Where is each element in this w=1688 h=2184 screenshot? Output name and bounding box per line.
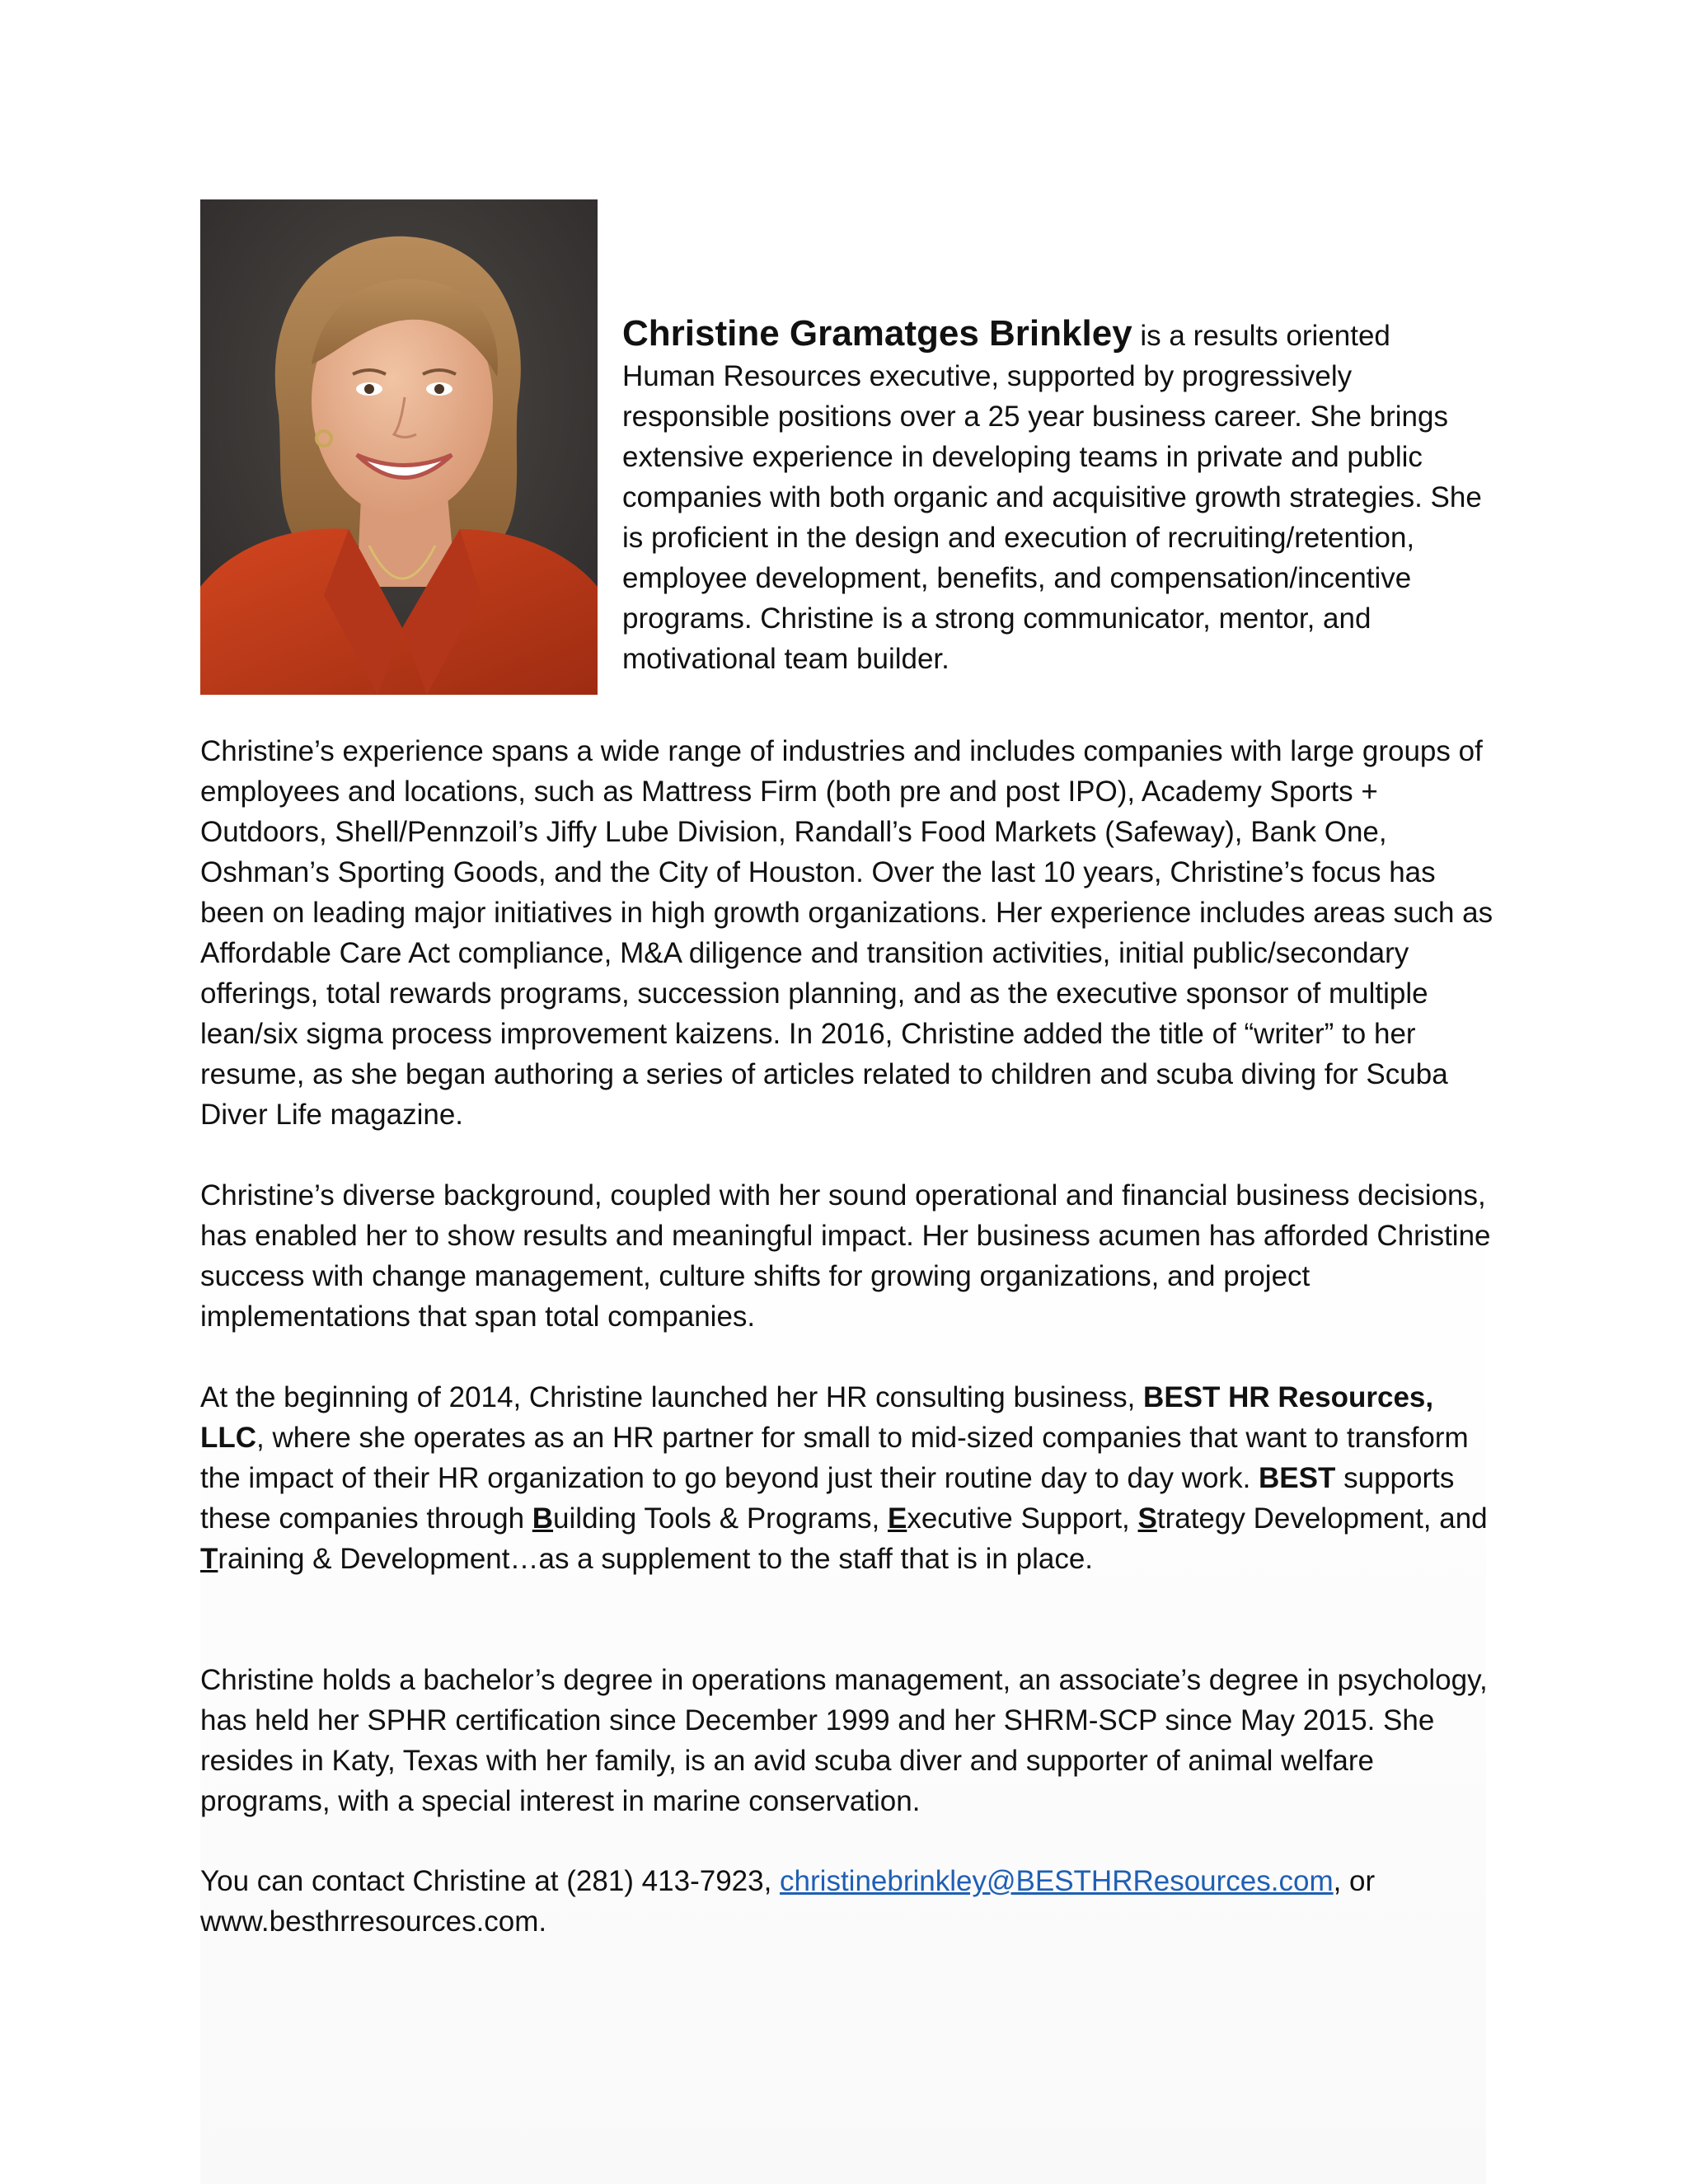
company-name: BEST HR Resources, LLC	[200, 1381, 1434, 1454]
business-paragraph	[200, 1377, 1494, 1579]
intro-paragraph	[622, 313, 1488, 679]
contact-text-1: You can contact Christine at (281) 413-7923,	[200, 1865, 781, 1897]
portrait-photo	[200, 199, 598, 695]
acronym-letter-t: T	[200, 1543, 218, 1575]
strategy-text: trategy Development, and	[1156, 1502, 1488, 1535]
executive-text: xecutive Support,	[907, 1502, 1138, 1535]
contact-paragraph	[200, 1861, 1494, 1942]
acronym-letter-b: B	[532, 1502, 554, 1535]
best-acronym: BEST	[1259, 1462, 1336, 1494]
acronym-letter-s: S	[1137, 1502, 1157, 1535]
building-text: uilding Tools & Programs,	[553, 1502, 888, 1535]
email-link[interactable]: christinebrinkley@BESTHRResources.com	[780, 1865, 1334, 1897]
business-text-3: supports these companies through	[200, 1462, 1455, 1535]
business-text-2: , where she operates as an HR partner for small to mid-sized companies that want to transform the impact of their HR organization to go beyond just their routine day to day work.	[200, 1422, 1469, 1494]
intro-text: is a results oriented Human Resources executive, supported by progressively responsible positions over a 25 year business career. She brings extensive experience in developing teams in private and public companies with both organic and acquisitive growth strategies. She is proficient in the design and execution of recruiting/retention, employee development, benefits, and compensation/incentive programs. Christine is a strong communicator, mentor, and motivational team builder.	[622, 320, 1482, 675]
education-paragraph: Christine holds a bachelor’s degree in operations management, an associate’s degree in psychology, has held her SPHR certification since December 1999 and her SHRM-SCP since May 2015. She resides in Katy, Texas with her family, is an avid scuba diver and supporter of animal welfare programs, with a special interest in marine conservation.	[200, 1664, 1488, 1817]
business-text-1: At the beginning of 2014, Christine launched her HR consulting business,	[200, 1381, 1144, 1413]
acronym-letter-e: E	[887, 1502, 907, 1535]
experience-paragraph: Christine’s experience spans a wide range of industries and includes companies with large groups of employees and locations, such as Mattress Firm (both pre and post IPO), Academy Sports + Outdoors, Shell/Pennzoil’s Jiffy Lube Division, Randall’s Food Markets (Safeway), Bank One, Oshman’s Sporting Goods, and the City of Houston. Over the last 10 years, Christine’s focus has been on leading major initiatives in high growth organizations. Her experience includes areas such as Affordable Care Act compliance, M&A diligence and transition activities, initial public/secondary offerings, total rewards programs, succession planning, and as the executive sponsor of multiple lean/six sigma process improvement kaizens. In 2016, Christine added the title of “writer” to her resume, as she began authoring a series of articles related to children and scuba diving for Scuba Diver Life magazine.	[200, 735, 1493, 1131]
person-name: Christine Gramatges Brinkley	[622, 313, 1132, 354]
background-paragraph: Christine’s diverse background, coupled with her sound operational and financial business decisions, has enabled her to show results and meaningful impact. Her business acumen has afforded Christine success with change management, culture shifts for growing organizations, and project implementations that span total companies.	[200, 1179, 1491, 1333]
contact-text-2: , or www.besthrresources.com.	[200, 1865, 1376, 1938]
training-text: raining & Development…as a supplement to the staff that is in place.	[218, 1543, 1094, 1575]
